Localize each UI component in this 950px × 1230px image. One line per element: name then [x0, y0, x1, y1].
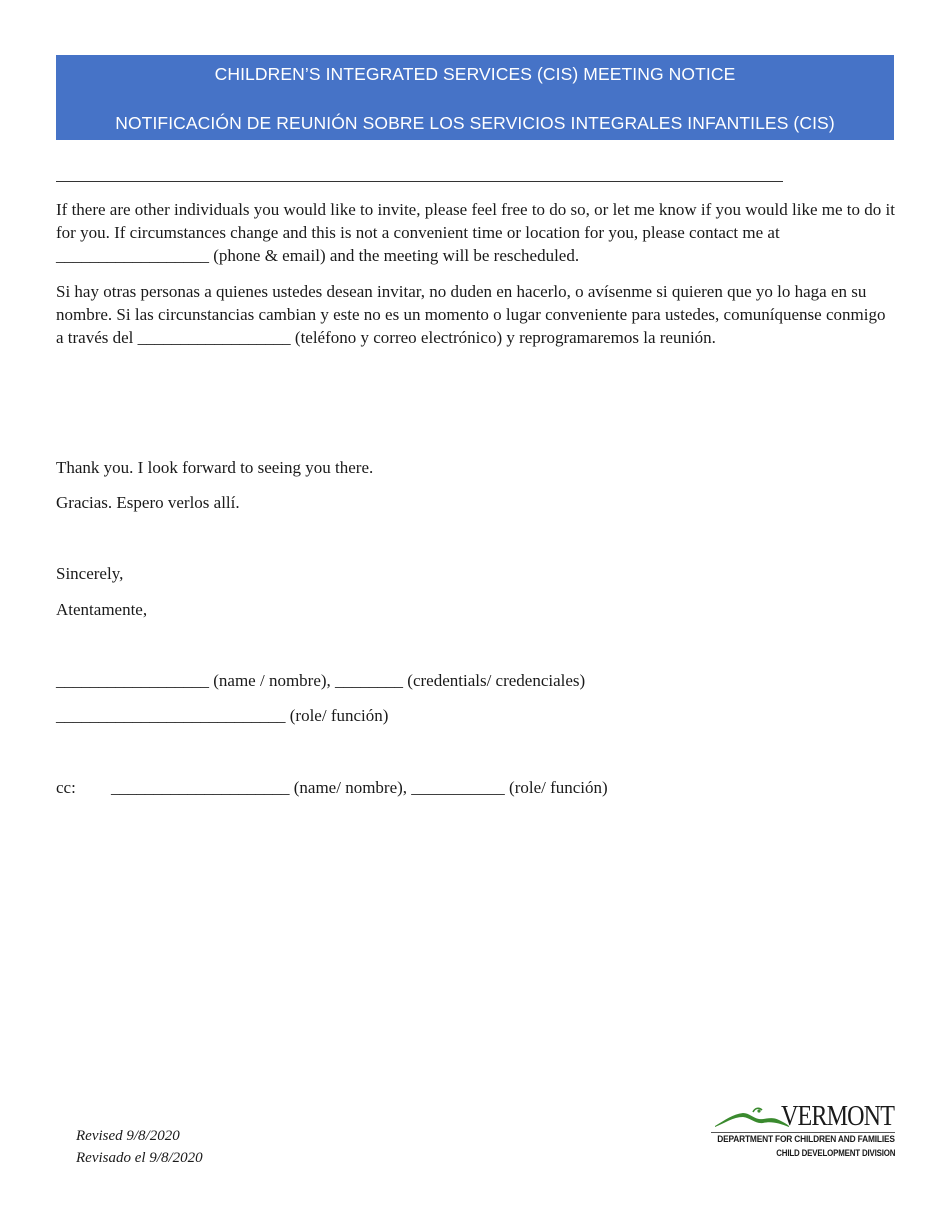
closing-english: Sincerely,: [56, 564, 124, 583]
thanks-english: Thank you. I look forward to seeing you there.: [56, 458, 374, 477]
cc-line: _____________________ (name/ nombre), ___________ (role/ función): [111, 778, 608, 797]
title-spanish: NOTIFICACIÓN DE REUNIÓN SOBRE LOS SERVICIOS INTEGRALES INFANTILES (CIS): [115, 113, 835, 133]
logo-division: CHILD DEVELOPMENT DIVISION: [775, 1148, 895, 1158]
blank-line-rule: [56, 181, 783, 182]
logo-divider: [711, 1132, 895, 1133]
vermont-dcf-logo: [709, 1102, 897, 1172]
cc-label: cc:: [56, 778, 76, 797]
header-banner: [56, 55, 894, 140]
logo-wordmark: VERMONT: [781, 1101, 895, 1132]
invite-paragraph-english: If there are other individuals you would like to invite, please feel free to do so, or let me know if you would like me to do it for you. If circumstances change and this is not a convenient time or location for you, please contact me at __________________ (phone & email) and the meeting will be rescheduled.: [56, 200, 895, 265]
revised-date-spanish: Revisado el 9/8/2020: [76, 1150, 203, 1166]
mountain-icon: [709, 1102, 789, 1132]
signature-role-line: ___________________________ (role/ función): [56, 706, 389, 725]
revised-date-english: Revised 9/8/2020: [76, 1128, 180, 1144]
invite-paragraph-spanish: Si hay otras personas a quienes ustedes desean invitar, no duden en hacerlo, o avísenme si quieren que yo lo haga en su nombre. Si las circunstancias cambian y este no es un momento o lugar conveniente para ustedes, comuníquense conmigo a través del __________________ (teléfono y correo electrónico) y reprogramaremos la reunión.: [56, 282, 886, 347]
logo-department: DEPARTMENT FOR CHILDREN AND FAMILIES: [717, 1134, 895, 1145]
title-english: CHILDREN’S INTEGRATED SERVICES (CIS) MEETING NOTICE: [214, 64, 736, 84]
thanks-spanish: Gracias. Espero verlos allí.: [56, 493, 240, 512]
signature-name-line: __________________ (name / nombre), ________ (credentials/ credenciales): [56, 671, 586, 690]
closing-spanish: Atentamente,: [56, 600, 148, 619]
